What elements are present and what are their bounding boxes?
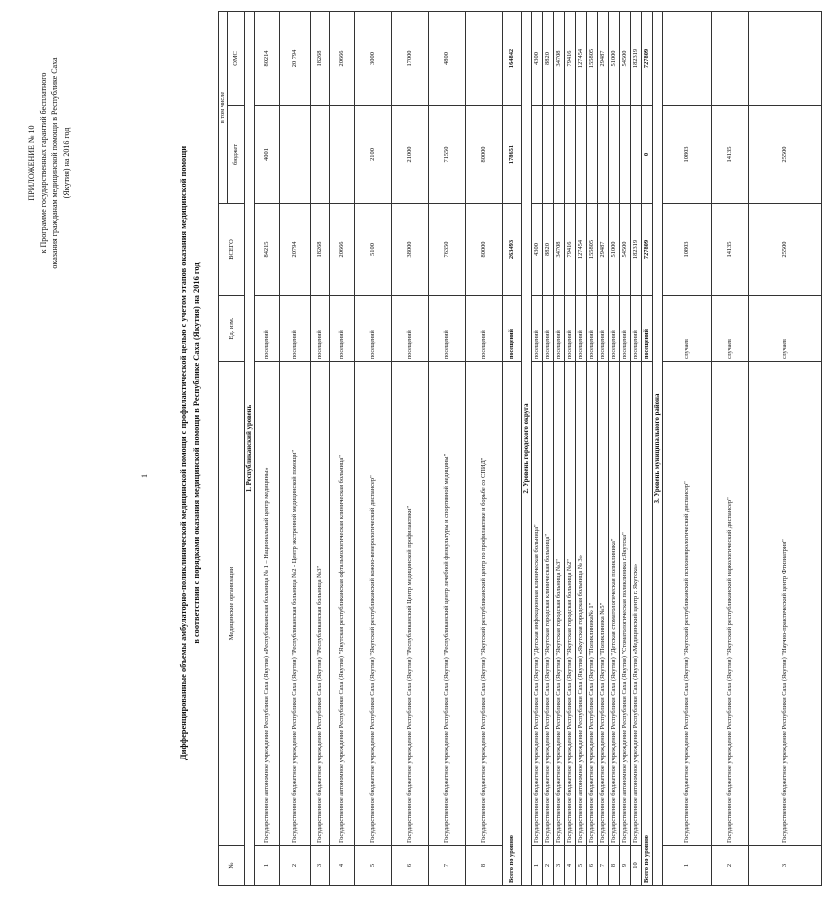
cell-num: 1 bbox=[532, 846, 543, 886]
cell-budget: 80000 bbox=[466, 106, 503, 204]
cell-total: 20666 bbox=[330, 204, 355, 296]
cell-budget bbox=[280, 106, 311, 204]
title-line: Дифференцированные объемы амбулаторно-поликлинической медицинской помощи с профилактической целью с учетом этапов оказания медицинской помощи bbox=[179, 145, 188, 761]
cell-oms bbox=[466, 11, 503, 105]
cell-oms: 20666 bbox=[330, 11, 355, 105]
cell-num: 3 bbox=[749, 846, 822, 886]
cell-unit: посещений bbox=[609, 296, 620, 362]
cell-org: Государственное бюджетное учреждение Республики Саха (Якутия) "Республиканская больница №2 - Центр экстренной медицинской помощи" bbox=[280, 362, 311, 846]
cell-budget bbox=[587, 106, 598, 204]
cell-oms: 29487 bbox=[598, 11, 609, 105]
cell-budget bbox=[565, 106, 576, 204]
table-row bbox=[355, 11, 392, 885]
table-row bbox=[429, 11, 466, 885]
cell-org: Государственное автономное учреждение Республики Саха (Якутия) «Якутская городская больница № 3» bbox=[576, 362, 587, 846]
cell-budget: 2100 bbox=[355, 106, 392, 204]
section-title: 3. Уровень муниципального района bbox=[653, 11, 663, 885]
cell-total: 20794 bbox=[280, 204, 311, 296]
table-row bbox=[576, 11, 587, 885]
cell-total: 51000 bbox=[609, 204, 620, 296]
cell-num: 6 bbox=[587, 846, 598, 886]
cell-total: 155805 bbox=[587, 204, 598, 296]
title-line: в соответствии с порядками оказания медицинской помощи в Республике Саха (Якутия) на 2016 год bbox=[191, 262, 201, 644]
cell-oms: 182319 bbox=[631, 11, 642, 105]
appendix-number: ПРИЛОЖЕНИЕ № 10 bbox=[27, 125, 36, 201]
cell-budget: 0 bbox=[642, 106, 653, 204]
cell-num: 3 bbox=[311, 846, 330, 886]
cell-total: 29487 bbox=[598, 204, 609, 296]
total-label: Всего по уровню bbox=[642, 362, 653, 886]
cell-org: Государственное бюджетное учреждение Республики Саха (Якутия) "Детская стоматологическая поликлиника" bbox=[609, 362, 620, 846]
cell-oms: 34708 bbox=[554, 11, 565, 105]
table-row bbox=[392, 11, 429, 885]
cell-org: Государственное автономное учреждение Республики Саха (Якутия) "Якутская республиканская офтальмологическая клиническая больница" bbox=[330, 362, 355, 846]
cell-num: 1 bbox=[663, 846, 712, 886]
table-row bbox=[587, 11, 598, 885]
cell-org: Государственное бюджетное учреждение Республики Саха (Якутия) "Республиканский Центр медицинской профилактики" bbox=[392, 362, 429, 846]
cell-unit: посещений bbox=[532, 296, 543, 362]
cell-unit: посещений bbox=[503, 296, 522, 362]
cell-unit: посещений bbox=[620, 296, 631, 362]
cell-oms: 727809 bbox=[642, 11, 653, 105]
cell-budget bbox=[598, 106, 609, 204]
page-number: 1 bbox=[140, 474, 149, 478]
cell-total: 10803 bbox=[663, 204, 712, 296]
cell-org: Государственное бюджетное учреждение Республики Саха (Якутия) "Якутская городская клиническая больница" bbox=[543, 362, 554, 846]
cell-budget bbox=[330, 106, 355, 204]
cell-total: 54500 bbox=[620, 204, 631, 296]
table-row bbox=[663, 11, 712, 885]
header-unit: Ед. изм. bbox=[219, 296, 245, 362]
cell-org: Государственное бюджетное учреждение Республики Саха (Якутия) "Поликлиника №5" bbox=[598, 362, 609, 846]
cell-unit: случаев bbox=[749, 296, 822, 362]
cell-oms: 127454 bbox=[576, 11, 587, 105]
cell-total: 8820 bbox=[543, 204, 554, 296]
cell-unit: посещений bbox=[466, 296, 503, 362]
table-row bbox=[255, 11, 280, 885]
cell-budget bbox=[620, 106, 631, 204]
cell-org: Государственное бюджетное учреждение Республики Саха (Якутия) "Поликлиника№ 1" bbox=[587, 362, 598, 846]
cell-num: 10 bbox=[631, 846, 642, 886]
cell-unit: посещений bbox=[311, 296, 330, 362]
cell-unit: посещений bbox=[429, 296, 466, 362]
cell-unit: посещений bbox=[543, 296, 554, 362]
cell-total: 727809 bbox=[642, 204, 653, 296]
cell-num: 4 bbox=[330, 846, 355, 886]
cell-total: 25500 bbox=[749, 204, 822, 296]
cell-oms: 4300 bbox=[532, 11, 543, 105]
cell-total: 263493 bbox=[503, 204, 522, 296]
cell-oms bbox=[749, 11, 822, 105]
cell-budget: 14135 bbox=[712, 106, 749, 204]
cell-num: 7 bbox=[429, 846, 466, 886]
cell-unit: посещений bbox=[598, 296, 609, 362]
cell-unit: посещений bbox=[392, 296, 429, 362]
cell-org: Государственное бюджетное учреждение Республики Саха (Якутия) "Республиканский центр лечебной физкультуры и спортивной медицины" bbox=[429, 362, 466, 846]
cell-num: 8 bbox=[466, 846, 503, 886]
appendix-header bbox=[26, 18, 72, 308]
cell-budget bbox=[631, 106, 642, 204]
cell-unit: случаев bbox=[663, 296, 712, 362]
cell-num: 8 bbox=[609, 846, 620, 886]
cell-budget: 21000 bbox=[392, 106, 429, 204]
cell-budget: 10803 bbox=[663, 106, 712, 204]
appendix-line: оказания гражданам медицинской помощи в Республике Саха bbox=[50, 57, 60, 269]
cell-oms: 79416 bbox=[565, 11, 576, 105]
table-row bbox=[598, 11, 609, 885]
cell-budget: 25500 bbox=[749, 106, 822, 204]
cell-org: Государственное бюджетное учреждение Республики Саха (Якутия) "Якутская городская больница №3" bbox=[554, 362, 565, 846]
cell-num: 1 bbox=[255, 846, 280, 886]
cell-unit: посещений bbox=[565, 296, 576, 362]
cell-oms: 20 794 bbox=[280, 11, 311, 105]
rotated-content bbox=[8, 8, 789, 898]
table-row bbox=[330, 11, 355, 885]
cell-unit: посещений bbox=[642, 296, 653, 362]
section-row bbox=[245, 11, 255, 885]
header-num: № bbox=[219, 846, 245, 886]
appendix-line: к Программе государственных гарантий бесплатного bbox=[38, 72, 48, 254]
header-budget: бюджет bbox=[228, 106, 245, 204]
cell-total: 79416 bbox=[565, 204, 576, 296]
cell-unit: посещений bbox=[576, 296, 587, 362]
table-row bbox=[311, 11, 330, 885]
cell-num: 6 bbox=[392, 846, 429, 886]
cell-total: 4300 bbox=[532, 204, 543, 296]
cell-total: 127454 bbox=[576, 204, 587, 296]
table-row bbox=[609, 11, 620, 885]
table-row bbox=[532, 11, 543, 885]
cell-budget: 71550 bbox=[429, 106, 466, 204]
cell-org: Государственное бюджетное учреждение Республики Саха (Якутия) "Республиканская больница №3" bbox=[311, 362, 330, 846]
cell-budget bbox=[311, 106, 330, 204]
cell-num: 7 bbox=[598, 846, 609, 886]
total-row bbox=[642, 11, 653, 885]
cell-num: 5 bbox=[355, 846, 392, 886]
cell-oms: 80214 bbox=[255, 11, 280, 105]
cell-num: 4 bbox=[565, 846, 576, 886]
cell-org: Государственное бюджетное учреждение Республики Саха (Якутия) "Якутский республиканский центр по профилактике и борьбе со СПИД" bbox=[466, 362, 503, 846]
section-row bbox=[653, 11, 663, 885]
cell-org: Государственное бюджетное учреждение Республики Саха (Якутия) "Якутский республиканский кожно-венерологический диспансер" bbox=[355, 362, 392, 846]
cell-org: Государственное бюджетное учреждение Республики Саха (Якутия) "Якутская городская больница №2" bbox=[565, 362, 576, 846]
total-label: Всего по уровню bbox=[503, 362, 522, 886]
table-row bbox=[749, 11, 822, 885]
cell-unit: посещений bbox=[587, 296, 598, 362]
document-title bbox=[178, 48, 203, 858]
header-org: Медицинские организации bbox=[219, 362, 245, 846]
volumes-table bbox=[218, 11, 822, 886]
cell-unit: посещений bbox=[355, 296, 392, 362]
table-row bbox=[554, 11, 565, 885]
cell-num: 3 bbox=[554, 846, 565, 886]
cell-budget bbox=[532, 106, 543, 204]
cell-oms: 51000 bbox=[609, 11, 620, 105]
cell-org: Государственное бюджетное учреждение Республики Саха (Якутия) "Якутский республиканский наркологический диспансер" bbox=[712, 362, 749, 846]
cell-oms: 4800 bbox=[429, 11, 466, 105]
cell-oms bbox=[663, 11, 712, 105]
cell-unit: посещений bbox=[554, 296, 565, 362]
cell-oms: 155805 bbox=[587, 11, 598, 105]
table-row bbox=[543, 11, 554, 885]
cell-org: Государственное бюджетное учреждение Республики Саха (Якутия) "Научно-практический центр Фтизиатрия" bbox=[749, 362, 822, 846]
cell-unit: посещений bbox=[280, 296, 311, 362]
cell-oms bbox=[712, 11, 749, 105]
header-total: ВСЕГО bbox=[219, 204, 245, 296]
header-oms: ОМС bbox=[228, 11, 245, 105]
cell-total: 80000 bbox=[466, 204, 503, 296]
section-title: 2. Уровень городского округа bbox=[522, 11, 532, 885]
cell-num: 5 bbox=[576, 846, 587, 886]
section-row bbox=[522, 11, 532, 885]
cell-total: 18268 bbox=[311, 204, 330, 296]
cell-num: 2 bbox=[712, 846, 749, 886]
cell-budget bbox=[554, 106, 565, 204]
cell-oms: 3000 bbox=[355, 11, 392, 105]
table-row bbox=[631, 11, 642, 885]
cell-unit: случаев bbox=[712, 296, 749, 362]
section-title: 1. Республиканский уровень bbox=[245, 11, 255, 885]
cell-total: 34708 bbox=[554, 204, 565, 296]
cell-oms: 18268 bbox=[311, 11, 330, 105]
cell-budget: 4001 bbox=[255, 106, 280, 204]
header-incl: в том числе bbox=[219, 11, 228, 203]
cell-oms: 164842 bbox=[503, 11, 522, 105]
cell-org: Государственное автономное учреждение Республики Саха (Якутия) «Медицинский центр г. Якутска» bbox=[631, 362, 642, 846]
cell-unit: посещений bbox=[631, 296, 642, 362]
cell-total: 182319 bbox=[631, 204, 642, 296]
cell-org: Государственное бюджетное учреждение Республики Саха (Якутия) "Детская инфекционная клиническая больница" bbox=[532, 362, 543, 846]
appendix-line: (Якутия) на 2016 год bbox=[61, 127, 71, 199]
table-row bbox=[712, 11, 749, 885]
cell-unit: посещений bbox=[330, 296, 355, 362]
cell-total: 14135 bbox=[712, 204, 749, 296]
cell-num: 2 bbox=[280, 846, 311, 886]
cell-unit: посещений bbox=[255, 296, 280, 362]
cell-org: Государственное автономное учреждение Республики Саха (Якутия) «Республиканская больница № 1 – Национальный центр медицины» bbox=[255, 362, 280, 846]
table-row bbox=[565, 11, 576, 885]
cell-num: 2 bbox=[543, 846, 554, 886]
cell-oms: 8820 bbox=[543, 11, 554, 105]
cell-budget bbox=[543, 106, 554, 204]
cell-oms: 17000 bbox=[392, 11, 429, 105]
cell-total: 76350 bbox=[429, 204, 466, 296]
table-row bbox=[466, 11, 503, 885]
cell-budget: 178651 bbox=[503, 106, 522, 204]
cell-org: Государственное бюджетное учреждение Республики Саха (Якутия) "Якутский республиканский психоневрологический диспансер" bbox=[663, 362, 712, 846]
cell-total: 38000 bbox=[392, 204, 429, 296]
cell-budget bbox=[609, 106, 620, 204]
cell-budget bbox=[576, 106, 587, 204]
cell-total: 5100 bbox=[355, 204, 392, 296]
total-row bbox=[503, 11, 522, 885]
cell-oms: 54500 bbox=[620, 11, 631, 105]
cell-num: 9 bbox=[620, 846, 631, 886]
table-row bbox=[620, 11, 631, 885]
table-row bbox=[280, 11, 311, 885]
cell-total: 84215 bbox=[255, 204, 280, 296]
cell-org: Государственное автономное учреждение Республики Саха (Якутия) "Стоматологическая поликлиника г.Якутска" bbox=[620, 362, 631, 846]
